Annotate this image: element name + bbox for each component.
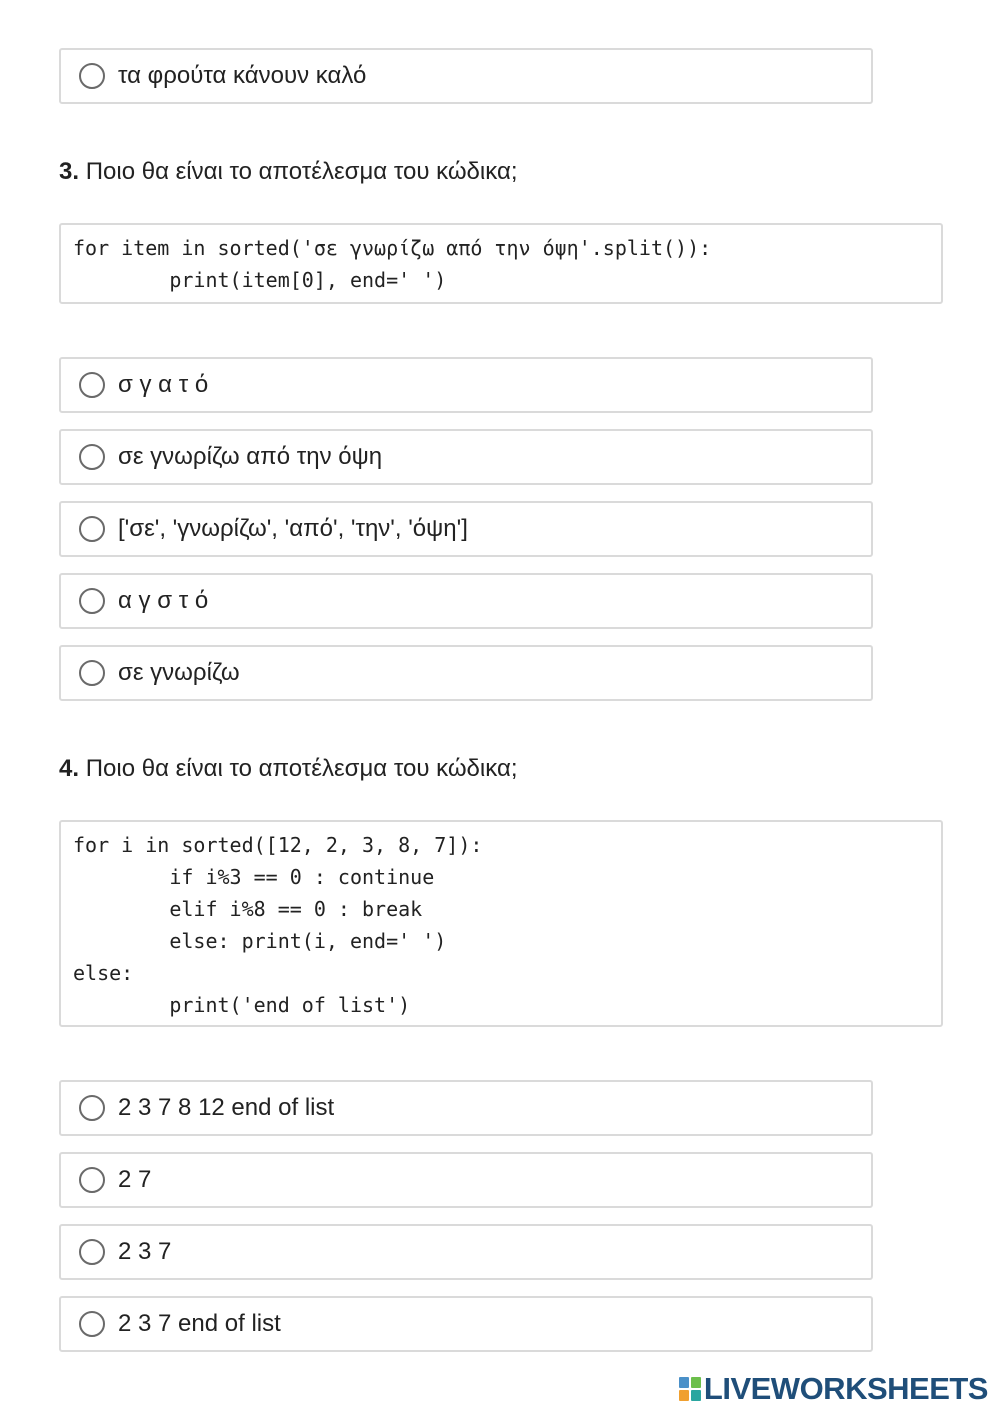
radio-circle-icon[interactable] bbox=[79, 1311, 105, 1337]
question-number: 3. bbox=[59, 158, 80, 185]
code-line: if i%3 == 0 : continue bbox=[73, 865, 435, 889]
logo-tile bbox=[691, 1377, 701, 1388]
question-4-option-2[interactable] bbox=[59, 1152, 873, 1208]
liveworksheets-mark-icon bbox=[679, 1377, 701, 1401]
question-text: Ποιο θα είναι το αποτέλεσμα του κώδικα; bbox=[85, 755, 518, 782]
radio-circle-icon[interactable] bbox=[79, 444, 105, 470]
question-3-option-3[interactable] bbox=[59, 501, 873, 557]
question-4-option-1[interactable] bbox=[59, 1080, 873, 1136]
radio-circle-icon[interactable] bbox=[79, 516, 105, 542]
question-4-option-4[interactable] bbox=[59, 1296, 873, 1352]
code-line: print(item[0], end=' ') bbox=[73, 268, 447, 292]
radio-circle-icon[interactable] bbox=[79, 1239, 105, 1265]
logo-tile bbox=[679, 1377, 689, 1388]
radio-circle-icon[interactable] bbox=[79, 372, 105, 398]
logo-text: LIVEWORKSHEETS bbox=[703, 1371, 988, 1406]
radio-circle-icon[interactable] bbox=[79, 588, 105, 614]
logo-tile bbox=[691, 1390, 701, 1401]
code-line: else: print(i, end=' ') bbox=[73, 929, 447, 953]
option-label: ['σε', 'γνωρίζω', 'από', 'την', 'όψη'] bbox=[118, 515, 468, 542]
option-label: σε γνωρίζω bbox=[118, 659, 240, 686]
code-line: elif i%8 == 0 : break bbox=[73, 897, 423, 921]
question-3-option-2[interactable] bbox=[59, 429, 873, 485]
radio-circle-icon[interactable] bbox=[79, 660, 105, 686]
option-label: τα φρούτα κάνουν καλό bbox=[118, 62, 367, 89]
code-line: print('end of list') bbox=[73, 993, 411, 1017]
option-label: 2 3 7 bbox=[118, 1238, 172, 1265]
question-4-code-block bbox=[59, 820, 943, 1027]
option-label: 2 3 7 end of list bbox=[118, 1310, 281, 1337]
code-line: for item in sorted('σε γνωρίζω από την όψη'.split()): bbox=[73, 236, 712, 260]
option-label: σε γνωρίζω από την όψη bbox=[118, 443, 383, 470]
radio-circle-icon[interactable] bbox=[79, 1095, 105, 1121]
question-3-option-4[interactable] bbox=[59, 573, 873, 629]
question-4-title bbox=[59, 755, 518, 783]
code-line: for i in sorted([12, 2, 3, 8, 7]): bbox=[73, 833, 483, 857]
question-3-option-1[interactable] bbox=[59, 357, 873, 413]
liveworksheets-logo bbox=[679, 1371, 988, 1407]
radio-circle-icon[interactable] bbox=[79, 1167, 105, 1193]
question-text: Ποιο θα είναι το αποτέλεσμα του κώδικα; bbox=[85, 158, 518, 185]
logo-tile bbox=[679, 1390, 689, 1401]
code-line: else: bbox=[73, 961, 134, 985]
question-4-option-3[interactable] bbox=[59, 1224, 873, 1280]
question-number: 4. bbox=[59, 755, 80, 782]
option-label: σ γ α τ ό bbox=[118, 371, 209, 398]
question-2-option-1[interactable] bbox=[59, 48, 873, 104]
question-3-title bbox=[59, 158, 518, 186]
option-label: α γ σ τ ό bbox=[118, 587, 209, 614]
question-3-code-block bbox=[59, 223, 943, 304]
option-label: 2 3 7 8 12 end of list bbox=[118, 1094, 335, 1121]
question-3-option-5[interactable] bbox=[59, 645, 873, 701]
option-label: 2 7 bbox=[118, 1166, 152, 1193]
radio-circle-icon[interactable] bbox=[79, 63, 105, 89]
